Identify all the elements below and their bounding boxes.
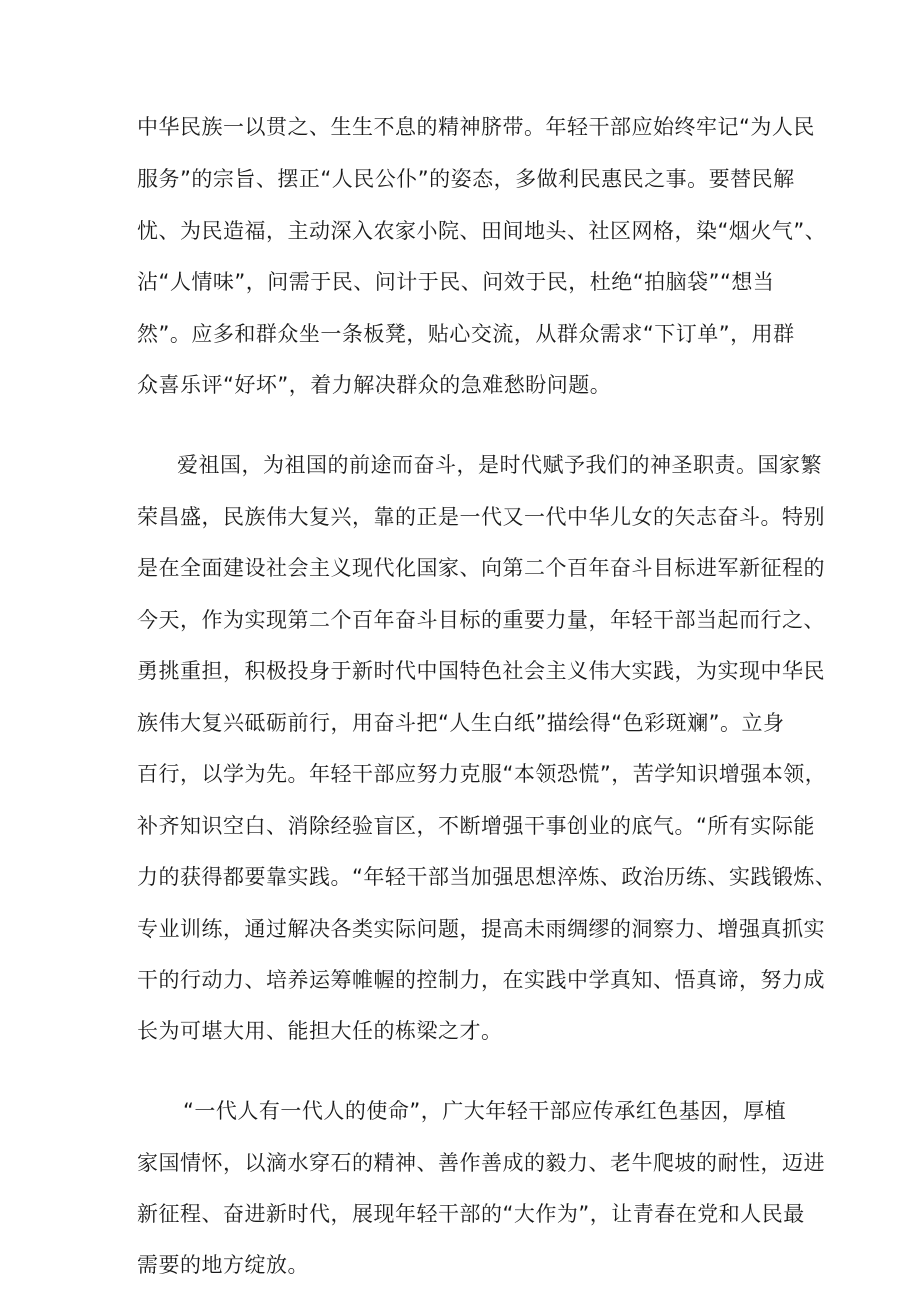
paragraph-2-line-12: 长为可堪大用、能担大任的栋梁之才。 [137,1019,503,1043]
paragraph-3-line-1: “一代人有一代人的使命”，广大年轻干部应传承红色基因，厚植 [183,1099,787,1123]
paragraph-2-line-11: 干的行动力、培养运筹帷幄的控制力，在实践中学真知、悟真谛，努力成 [137,968,825,992]
paragraph-2-line-3: 是在全面建设社会主义现代化国家、向第二个百年奋斗目标进军新征程的 [137,556,825,580]
paragraph-1-line-6: 众喜乐评“好坏”，着力解决群众的急难愁盼问题。 [137,373,612,397]
paragraph-1-line-5: 然”。应多和群众坐一条板凳，贴心交流，从群众需求“下订单”，用群 [137,322,795,346]
paragraph-2-line-5: 勇挑重担，积极投身于新时代中国特色社会主义伟大实践，为实现中华民 [137,659,825,683]
paragraph-3-line-4: 需要的地方绽放。 [137,1253,309,1277]
paragraph-2-line-8: 补齐知识空白、消除经验盲区，不断增强干事创业的底气。“所有实际能 [137,814,815,838]
paragraph-2-line-1: 爱祖国，为祖国的前途而奋斗，是时代赋予我们的神圣职责。国家繁 [177,453,822,477]
paragraph-1-line-2: 服务”的宗旨、摆正“人民公仆”的姿态，多做利民惠民之事。要替民解 [137,167,795,191]
paragraph-2-line-9: 力的获得都要靠实践。“年轻干部当加强思想淬炼、政治历练、实践锻炼、 [137,865,837,889]
paragraph-2-line-10: 专业训练，通过解决各类实际问题，提高未雨绸缪的洞察力、增强真抓实 [137,917,825,941]
paragraph-1-line-4: 沾“人情味”，问需于民、问计于民、问效于民，杜绝“拍脑袋”“想当 [137,270,775,294]
paragraph-2-line-2: 荣昌盛，民族伟大复兴，靠的正是一代又一代中华儿女的矢志奋斗。特别 [137,505,825,529]
paragraph-2-line-6: 族伟大复兴砥砺前行，用奋斗把“人生白纸”描绘得“色彩斑斓”。立身 [137,711,785,735]
paragraph-1-line-3: 忧、为民造福，主动深入农家小院、田间地头、社区网格，染“烟火气”、 [137,219,827,243]
paragraph-2-line-7: 百行，以学为先。年轻干部应努力克服“本领恐慌”，苦学知识增强本领， [137,762,827,786]
paragraph-3-line-3: 新征程、奋进新时代，展现年轻干部的“大作为”，让青春在党和人民最 [137,1202,805,1226]
paragraph-3-line-2: 家国情怀，以滴水穿石的精神、善作善成的毅力、老牛爬坡的耐性，迈进 [137,1151,825,1175]
paragraph-1-line-1: 中华民族一以贯之、生生不息的精神脐带。年轻干部应始终牢记“为人民 [137,115,815,139]
paragraph-2-line-4: 今天，作为实现第二个百年奋斗目标的重要力量，年轻干部当起而行之、 [137,608,825,632]
